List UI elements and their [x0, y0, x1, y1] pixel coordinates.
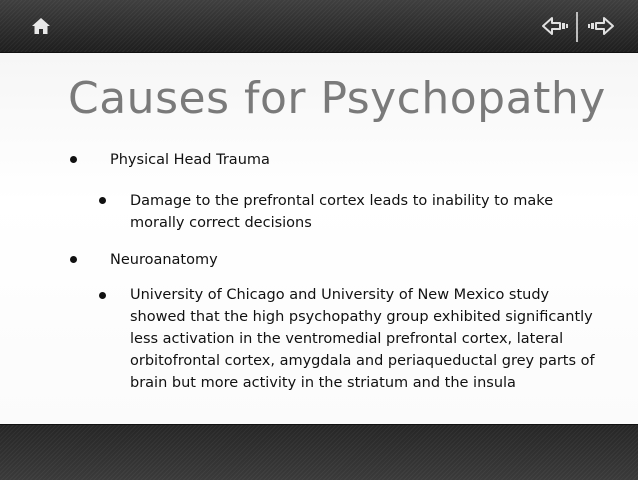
bullet-level1: Physical Head Trauma: [110, 152, 270, 168]
toolbar-separator: [576, 12, 578, 42]
bullet-level2: Damage to the prefrontal cortex leads to inability to make morally correct decisions: [130, 193, 554, 231]
slide-title: Causes for Psychopathy: [68, 73, 606, 124]
bullet-level1: Neuroanatomy: [110, 252, 218, 268]
home-icon[interactable]: [31, 17, 51, 35]
bullet-dot: [70, 156, 77, 163]
top-toolbar: [0, 0, 638, 53]
bullet-level2: University of Chicago and University of New Mexico study showed that the high psychopathy group exhibited significantly less activation in the ventromedial prefrontal cortex, lateral orbitofrontal cortex, amygdala and periaqueductal grey parts of brain but more activity in the striatum and the insula: [130, 287, 595, 391]
bullet-dot: [70, 256, 77, 263]
bullet-dot: [99, 197, 106, 204]
next-slide-icon[interactable]: [586, 14, 616, 38]
bullet-dot: [99, 292, 106, 299]
bottom-toolbar: [0, 424, 638, 480]
previous-slide-icon[interactable]: [540, 14, 570, 38]
